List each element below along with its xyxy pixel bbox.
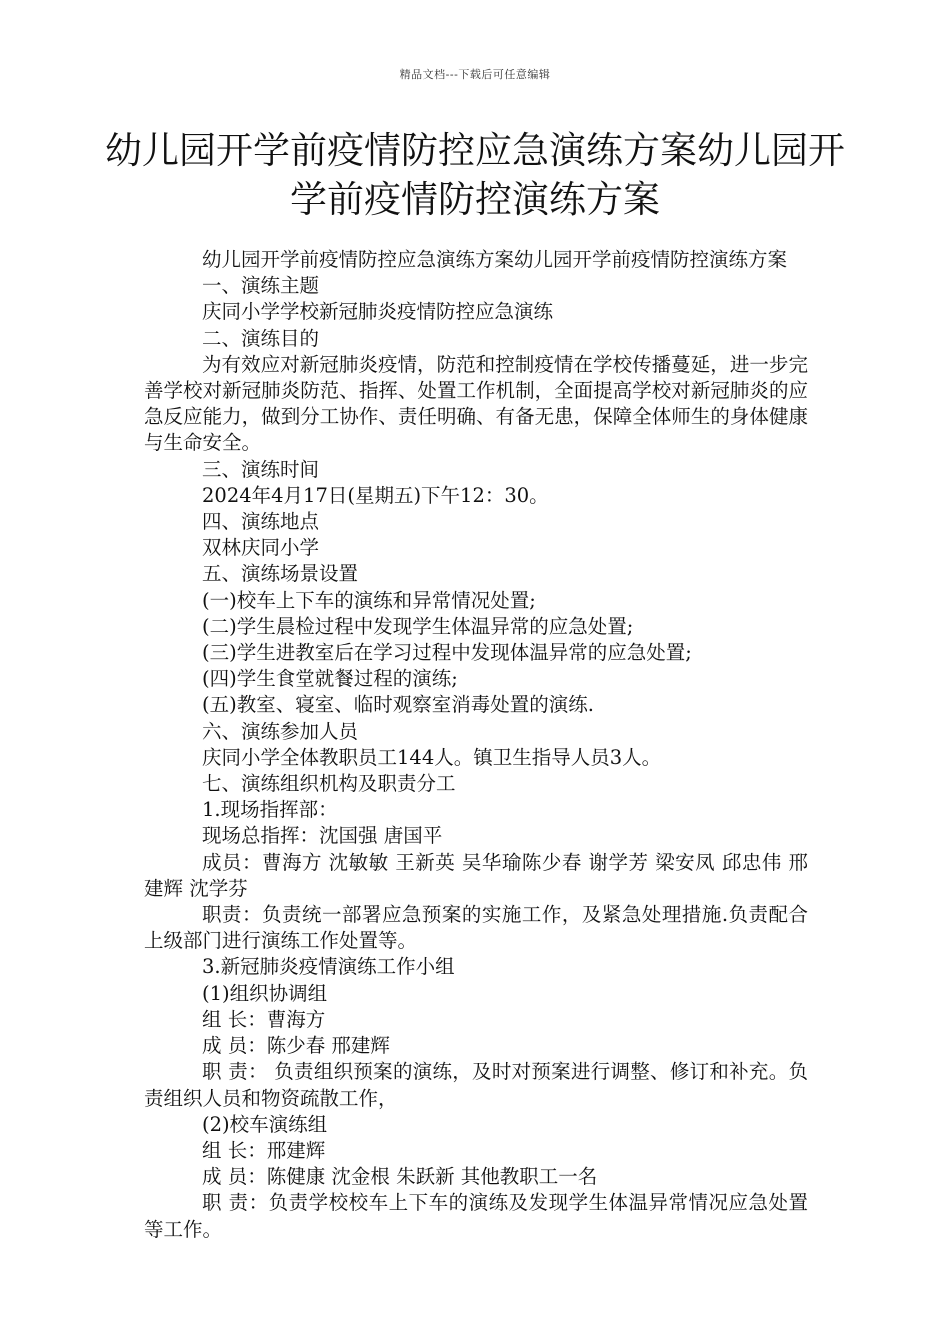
scenario-item: (五)教室、寝室、临时观察室消毒处置的演练.: [202, 693, 594, 717]
scenario-item: (一)校车上下车的演练和异常情况处置;: [202, 588, 536, 612]
purpose-text: 为有效应对新冠肺炎疫情，防范和控制疫情在学校传播蔓延，进一步完善学校对新冠肺炎防范、指挥、处置工作机制，全面提高学校对新冠肺炎的应急反应能力，做到分工协作、责任明确、有备无患，保障全体师生的身体健康与生命安全。: [144, 352, 808, 455]
scenario-item: (三)学生进教室后在学习过程中发现体温异常的应急处置;: [202, 641, 692, 665]
subheading-command: 1.现场指挥部：: [202, 798, 338, 822]
section-heading-scenarios: 五、演练场景设置: [202, 562, 359, 586]
scenario-item: (四)学生食堂就餐过程的演练;: [202, 667, 458, 691]
time-text: 2024年4月17日(星期五)下午12：30。: [202, 483, 549, 507]
section-heading-purpose: 二、演练目的: [202, 326, 320, 350]
section-heading-location: 四、演练地点: [202, 510, 320, 534]
header-note: 精品文档---下载后可任意编辑: [399, 68, 551, 81]
section-heading-participants: 六、演练参加人员: [202, 719, 359, 743]
group-leader-text: 组 长：曹海方: [202, 1007, 326, 1031]
duties-text: 职责：负责统一部署应急预案的实施工作，及紧急处理措施.负责配合上级部门进行演练工作处置等。: [144, 903, 808, 953]
scenario-item: (二)学生晨检过程中发现学生体温异常的应急处置;: [202, 614, 634, 638]
group-leader-text: 组 长：邢建辉: [202, 1138, 326, 1162]
participants-text: 庆同小学全体教职员工144人。镇卫生指导人员3人。: [202, 745, 662, 769]
members-text: 成员：曹海方 沈敏敏 王新英 吴华瑜陈少春 谢学芳 梁安凤 邱忠伟 邢建辉 沈学芬: [144, 850, 808, 900]
intro-paragraph: 幼儿园开学前疫情防控应急演练方案幼儿园开学前疫情防控演练方案: [202, 248, 788, 271]
group-heading-coordination: (1)组织协调组: [202, 981, 328, 1005]
group-duties-text: 职 责：负责学校校车上下车的演练及发现学生体温异常情况应急处置等工作。: [144, 1191, 808, 1241]
section-heading-organization: 七、演练组织机构及职责分工: [202, 772, 456, 796]
theme-text: 庆同小学学校新冠肺炎疫情防控应急演练: [202, 300, 554, 324]
document-title: 幼儿园开学前疫情防控应急演练方案幼儿园开学前疫情防控演练方案: [105, 129, 845, 221]
group-members-text: 成 员：陈少春 邢建辉: [202, 1034, 390, 1058]
location-text: 双林庆同小学: [202, 536, 320, 560]
group-duties-text: 职 责： 负责组织预案的演练，及时对预案进行调整、修订和补充。负责组织人员和物资疏散工作，: [144, 1060, 808, 1110]
document-body: [144, 247, 808, 1243]
section-heading-time: 三、演练时间: [202, 457, 320, 481]
section-heading-theme: 一、演练主题: [202, 274, 320, 298]
group-members-text: 成 员：陈健康 沈金根 朱跃新 其他教职工一名: [202, 1165, 598, 1189]
commander-text: 现场总指挥：沈国强 唐国平: [202, 824, 443, 848]
subheading-working-group: 3.新冠肺炎疫情演练工作小组: [202, 955, 455, 979]
group-heading-bus: (2)校车演练组: [202, 1112, 328, 1136]
